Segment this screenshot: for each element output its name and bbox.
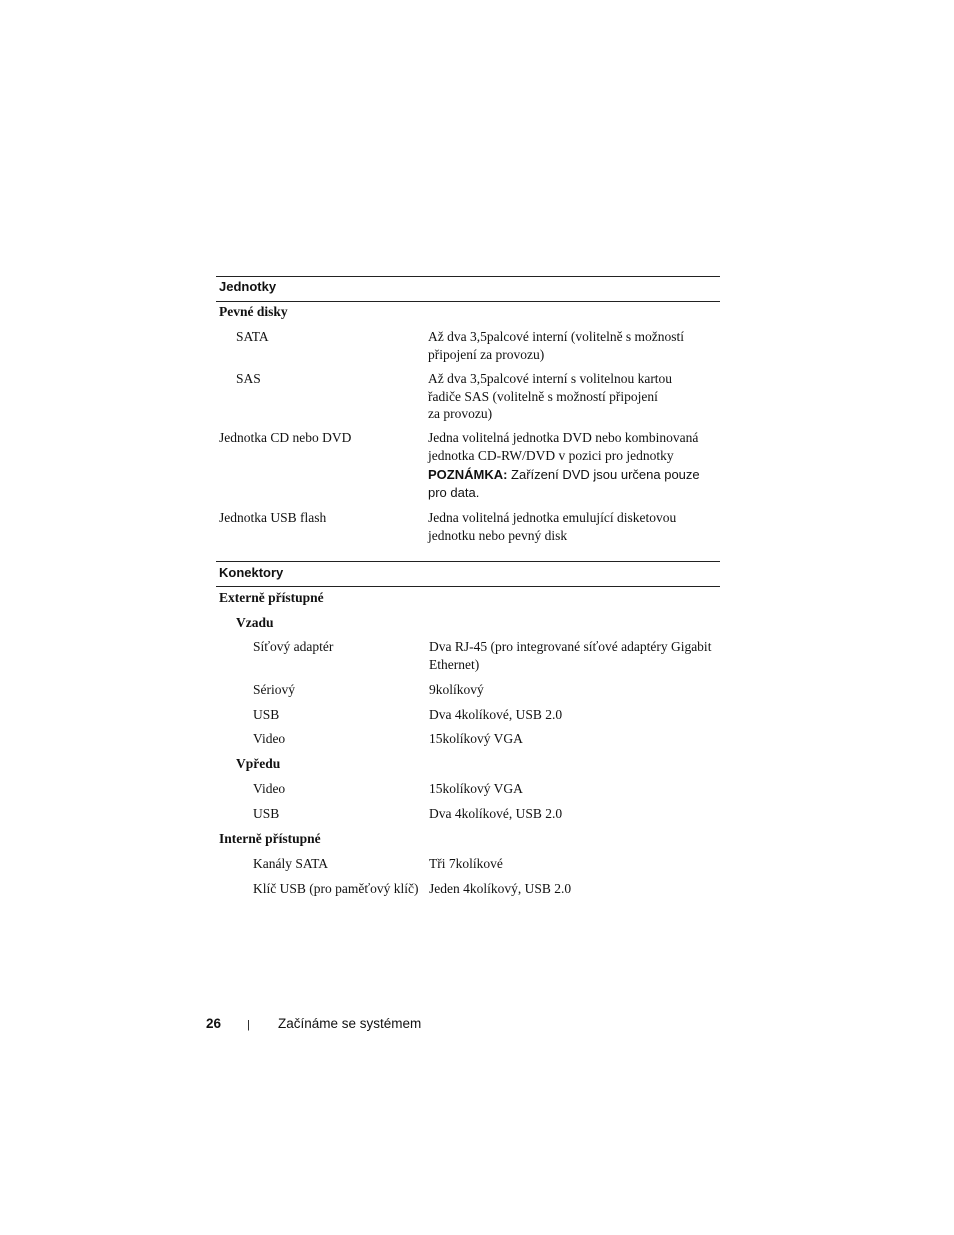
rear-item-label: Video <box>253 731 286 746</box>
note-text: Zařízení DVD jsou určena pouze pro data. <box>428 467 700 500</box>
usb-flash-label: Jednotka USB flash <box>219 510 327 525</box>
internal-item-label: Kanály SATA <box>253 856 329 871</box>
rear-item-label: Síťový adaptér <box>253 639 334 654</box>
usb-flash-value: Jedna volitelná jednotka emulující disketovou jednotku nebo pevný disk <box>428 510 677 543</box>
rear-item-value: Dva 4kolíkové, USB 2.0 <box>429 707 563 722</box>
sas-value-2: za provozu) <box>428 406 493 421</box>
page-number: 26 <box>206 1016 222 1031</box>
sata-value: Až dva 3,5palcové interní (volitelně s možností připojení za provozu) <box>428 329 685 362</box>
internal-label: Interně přístupné <box>219 831 321 846</box>
rear-item-value: 15kolíkový VGA <box>429 731 523 746</box>
internal-item-label: Klíč USB (pro paměťový klíč) <box>253 881 419 896</box>
sas-value-1: Až dva 3,5palcové interní s volitelnou kartou řadiče SAS (volitelně s možností připojení <box>428 371 673 404</box>
sata-label: SATA <box>236 329 269 344</box>
konektory-top-rule <box>216 561 720 562</box>
front-item-value: Dva 4kolíkové, USB 2.0 <box>429 806 563 821</box>
external-label: Externě přístupné <box>219 590 324 605</box>
konektory-heading: Konektory <box>219 565 284 580</box>
internal-item-value: Tři 7kolíkové <box>429 856 503 871</box>
rear-label: Vzadu <box>236 615 274 630</box>
rear-item-label: Sériový <box>253 682 295 697</box>
rear-item-label: USB <box>253 707 280 722</box>
cd-dvd-label: Jednotka CD nebo DVD <box>219 430 352 445</box>
rear-item-value: Dva RJ-45 (pro integrované síťové adaptéry Gigabit Ethernet) <box>429 639 712 672</box>
footer-separator: | <box>247 1019 250 1031</box>
chapter-title: Začínáme se systémem <box>278 1016 422 1031</box>
jednotky-top-rule <box>216 276 720 277</box>
cd-dvd-value: Jedna volitelná jednotka DVD nebo kombinovaná jednotka CD-RW/DVD v pozici pro jednotky <box>428 430 699 463</box>
front-item-label: Video <box>253 781 286 796</box>
jednotky-heading: Jednotky <box>219 279 277 294</box>
konektory-bottom-rule <box>216 586 720 587</box>
rear-item-value: 9kolíkový <box>429 682 484 697</box>
jednotky-bottom-rule <box>216 301 720 302</box>
sas-label: SAS <box>236 371 261 386</box>
front-item-value: 15kolíkový VGA <box>429 781 523 796</box>
hard-disks-label: Pevné disky <box>219 304 288 319</box>
note-label: POZNÁMKA: <box>428 467 508 482</box>
dvd-note <box>428 466 718 502</box>
front-item-label: USB <box>253 806 280 821</box>
front-label: Vpředu <box>236 756 281 771</box>
internal-item-value: Jeden 4kolíkový, USB 2.0 <box>429 881 572 896</box>
